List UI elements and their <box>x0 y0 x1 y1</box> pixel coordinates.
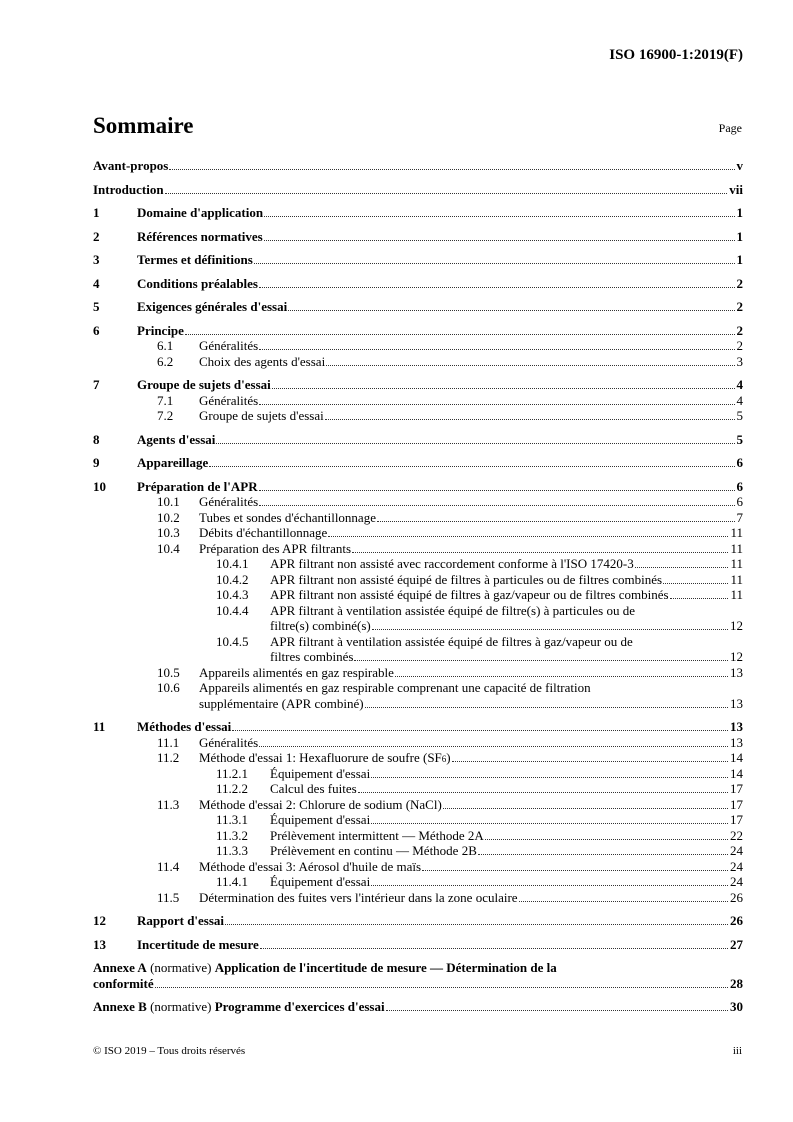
dot-leader <box>272 388 735 389</box>
entry-title: Méthode d'essai 2: Chlorure de sodium (NaCl) <box>199 796 442 812</box>
dot-leader <box>358 792 728 793</box>
page-ref: 12 <box>730 618 743 633</box>
toc-entry[interactable] <box>93 680 743 711</box>
dot-leader <box>371 885 728 886</box>
section-number: 13 <box>93 936 106 952</box>
section-number: 10.4.5 <box>216 633 249 649</box>
entry-title: Méthodes d'essai <box>137 719 232 734</box>
toc-line <box>93 603 743 619</box>
dot-leader <box>670 598 729 599</box>
page-ref: 13 <box>730 719 743 734</box>
entry-title: Généralités <box>199 392 259 408</box>
toc-line <box>93 766 743 782</box>
toc-line <box>93 432 743 448</box>
section-number: 4 <box>93 275 100 291</box>
entry-title: APR filtrant non assisté avec raccordement conforme à l'ISO 17420-3 <box>270 556 634 571</box>
section-number: 11.2 <box>157 750 180 765</box>
page-ref: 1 <box>736 228 743 244</box>
page-ref: vii <box>729 181 743 197</box>
page-ref: 11 <box>730 556 743 571</box>
section-number: 11.5 <box>157 889 180 905</box>
section-number: 11.3.3 <box>216 843 249 858</box>
toc-entry[interactable] <box>93 393 743 409</box>
page-ref: 28 <box>730 975 743 991</box>
page-ref: 13 <box>730 695 743 711</box>
toc-entry[interactable] <box>93 299 743 315</box>
section-number: 11.3.2 <box>216 827 249 843</box>
toc-entry[interactable] <box>93 158 743 174</box>
entry-title-end: ) <box>446 750 451 765</box>
dot-leader <box>165 193 728 194</box>
entry-title: Préparation des APR filtrants <box>199 540 352 556</box>
entry-title: Références normatives <box>137 228 263 244</box>
page-ref: 6 <box>736 455 743 470</box>
section-number: 7.1 <box>157 392 174 408</box>
section-number: 10.6 <box>157 680 180 695</box>
toc-entry[interactable] <box>93 843 743 859</box>
dot-leader <box>519 901 728 902</box>
toc-line <box>93 913 743 929</box>
toc-line <box>93 843 743 859</box>
page-ref: 11 <box>730 540 743 556</box>
toc-entry[interactable] <box>93 541 743 557</box>
dot-leader <box>264 240 735 241</box>
entry-title: APR filtrant non assisté équipé de filtres à particules ou de filtres combinés <box>270 571 663 587</box>
toc-entry[interactable] <box>93 525 743 541</box>
page-ref: 2 <box>736 338 743 353</box>
section-number: 10.5 <box>157 664 180 680</box>
dot-leader <box>254 263 735 264</box>
toc-entry[interactable] <box>93 377 743 393</box>
page-ref: 1 <box>736 205 743 220</box>
entry-title-continued: conformité <box>93 975 154 991</box>
section-number: 10.4.4 <box>216 602 249 618</box>
entry-title: Conditions préalables <box>137 275 258 291</box>
dot-leader <box>260 948 728 949</box>
entry-title-continued: filtre(s) combiné(s) <box>270 618 371 633</box>
section-number: 10.4.3 <box>216 587 249 602</box>
toc-line <box>93 587 743 603</box>
entry-title: Généralités <box>199 734 259 750</box>
toc-entry[interactable] <box>93 859 743 875</box>
toc-entry[interactable] <box>93 494 743 510</box>
toc-entry[interactable] <box>93 354 743 370</box>
dot-leader <box>422 870 728 871</box>
dot-leader <box>209 466 734 467</box>
toc-entry[interactable] <box>93 205 743 221</box>
toc-line <box>93 890 743 906</box>
section-number: 7.2 <box>157 408 174 423</box>
dot-leader <box>354 660 728 661</box>
dot-leader <box>259 490 735 491</box>
toc-line-continued <box>93 696 743 712</box>
toc-entry[interactable] <box>93 937 743 953</box>
page-ref: 3 <box>736 353 743 369</box>
section-number: 6 <box>93 322 100 338</box>
section-number: 6.2 <box>157 353 174 369</box>
dot-leader <box>485 839 728 840</box>
section-number: 3 <box>93 252 100 267</box>
toc-line <box>93 797 743 813</box>
toc-entry[interactable] <box>93 229 743 245</box>
page-ref: 22 <box>730 827 743 843</box>
section-number: 10.4 <box>157 540 180 556</box>
page-ref: 17 <box>730 781 743 796</box>
section-number: 11.4.1 <box>216 874 249 889</box>
entry-title: Méthode d'essai 3: Aérosol d'huile de maïs <box>199 858 422 874</box>
section-number: 11.3 <box>157 796 180 812</box>
dot-leader <box>395 676 728 677</box>
dot-leader <box>169 169 734 170</box>
toc-entry[interactable] <box>93 182 743 198</box>
entry-title: Avant-propos <box>93 158 169 173</box>
toc-line <box>93 541 743 557</box>
toc-entry[interactable] <box>93 455 743 471</box>
toc-entry[interactable] <box>93 874 743 890</box>
section-number: 10.4.1 <box>216 556 249 571</box>
page-ref: 11 <box>730 525 743 540</box>
dot-leader <box>365 707 728 708</box>
section-number: 9 <box>93 455 100 470</box>
toc-line <box>93 377 743 393</box>
dot-leader <box>372 629 728 630</box>
section-number: 11.2.2 <box>216 781 249 796</box>
page-column-label: Page <box>718 121 742 135</box>
toc-entry[interactable] <box>93 556 743 572</box>
toc-entry[interactable] <box>93 999 743 1015</box>
dot-leader <box>443 808 728 809</box>
toc-line <box>93 323 743 339</box>
dot-leader <box>259 404 734 405</box>
document-id: ISO 16900-1:2019(F) <box>609 47 743 63</box>
toc-line <box>93 665 743 681</box>
toc-line <box>93 781 743 797</box>
entry-title: Choix des agents d'essai <box>199 353 326 369</box>
entry-title: Généralités <box>199 338 259 353</box>
page-ref: 7 <box>736 509 743 525</box>
toc-line <box>93 634 743 650</box>
toc-line <box>93 494 743 510</box>
section-number: 11.4 <box>157 858 180 874</box>
entry-title: Prélèvement en continu — Méthode 2B <box>270 843 477 858</box>
section-number: 11 <box>93 719 106 734</box>
toc-line <box>93 735 743 751</box>
toc-line <box>93 828 743 844</box>
page-ref: 4 <box>736 377 743 392</box>
entry-title: Débits d'échantillonnage <box>199 525 328 540</box>
entry-title: Prélèvement intermittent — Méthode 2A <box>270 827 484 843</box>
toc-entry[interactable] <box>93 338 743 354</box>
section-number: 12 <box>93 913 106 928</box>
dot-leader <box>259 746 728 747</box>
entry-title: Agents d'essai <box>137 431 216 447</box>
dot-leader <box>371 823 728 824</box>
page-title: Sommaire <box>93 113 194 138</box>
toc-line <box>93 525 743 541</box>
entry-title: Méthode d'essai 1: Hexafluorure de soufre (SF <box>199 750 442 765</box>
dot-leader <box>478 854 728 855</box>
entry-title: Exigences générales d'essai <box>137 299 288 314</box>
section-number: 10.3 <box>157 525 180 540</box>
entry-title: Généralités <box>199 494 259 509</box>
dot-leader <box>452 761 728 762</box>
section-number: 10 <box>93 478 106 494</box>
toc-line <box>93 252 743 268</box>
section-number: 11.2.1 <box>216 765 249 781</box>
toc-entry[interactable] <box>93 634 743 665</box>
entry-title: Incertitude de mesure <box>137 936 259 952</box>
toc-line <box>93 960 743 976</box>
page-ref: 24 <box>730 874 743 889</box>
toc-line <box>93 455 743 471</box>
dot-leader <box>259 287 735 288</box>
toc-entry[interactable] <box>93 735 743 751</box>
toc-entry[interactable] <box>93 890 743 906</box>
page-ref: v <box>736 158 743 173</box>
page-ref: 1 <box>736 252 743 267</box>
page-ref: 17 <box>730 812 743 827</box>
dot-leader <box>259 505 734 506</box>
annex-label: Annexe B <box>93 999 147 1014</box>
toc-line <box>93 719 743 735</box>
section-number: 1 <box>93 205 100 220</box>
toc-line <box>93 556 743 572</box>
section-number: 10.2 <box>157 509 180 525</box>
page-ref: 17 <box>730 796 743 812</box>
page-ref: 4 <box>736 392 743 408</box>
dot-leader <box>264 216 734 217</box>
entry-title: Rapport d'essai <box>137 913 225 928</box>
entry-title: Calcul des fuites <box>270 781 357 796</box>
toc-line <box>93 999 743 1015</box>
toc-line <box>93 393 743 409</box>
toc-entry[interactable] <box>93 960 743 991</box>
toc-entry[interactable] <box>93 479 743 495</box>
page-ref: 27 <box>730 936 743 952</box>
dot-leader <box>232 730 728 731</box>
toc-line <box>93 299 743 315</box>
toc-entry[interactable] <box>93 408 743 424</box>
toc-line <box>93 510 743 526</box>
entry-title: Groupe de sujets d'essai <box>137 377 271 392</box>
dot-leader <box>288 310 734 311</box>
entry-title: Appareils alimentés en gaz respirable comprenant une capacité de filtration <box>199 680 591 695</box>
page-ref: 26 <box>730 913 743 928</box>
toc-line <box>93 479 743 495</box>
page-ref: 6 <box>736 478 743 494</box>
section-number: 8 <box>93 431 100 447</box>
toc-entry[interactable] <box>93 828 743 844</box>
toc-entry[interactable] <box>93 572 743 588</box>
entry-title: Détermination des fuites vers l'intérieur dans la zone oculaire <box>199 889 518 905</box>
toc-line <box>93 354 743 370</box>
page-ref: 5 <box>736 431 743 447</box>
annex-qualifier: (normative) <box>146 999 215 1014</box>
entry-title: Principe <box>137 322 184 338</box>
toc-entry[interactable] <box>93 812 743 828</box>
toc-entry[interactable] <box>93 432 743 448</box>
dot-leader <box>663 583 728 584</box>
page-ref: 14 <box>730 765 743 781</box>
entry-title: Équipement d'essai <box>270 874 371 889</box>
toc-entry[interactable] <box>93 510 743 526</box>
dot-leader <box>155 987 728 988</box>
entry-title: Équipement d'essai <box>270 765 371 781</box>
dot-leader <box>225 924 728 925</box>
page-ref: 2 <box>736 275 743 291</box>
entry-title: Tubes et sondes d'échantillonnage <box>199 509 376 525</box>
section-number: 11.1 <box>157 734 180 750</box>
toc-entry[interactable] <box>93 276 743 292</box>
page-ref: 26 <box>730 889 743 905</box>
table-of-contents <box>93 158 743 1015</box>
page-ref: 11 <box>730 587 743 602</box>
page-ref: 24 <box>730 858 743 874</box>
page-ref: 12 <box>730 649 743 664</box>
entry-title: APR filtrant à ventilation assistée équipé de filtres à gaz/vapeur ou de <box>270 633 633 649</box>
section-number: 11.3.1 <box>216 812 249 827</box>
page-ref: 6 <box>736 494 743 509</box>
entry-title: APR filtrant à ventilation assistée équipé de filtre(s) à particules ou de <box>270 602 635 618</box>
entry-title: APR filtrant non assisté équipé de filtres à gaz/vapeur ou de filtres combinés <box>270 587 669 602</box>
entry-title: Domaine d'application <box>137 205 264 220</box>
section-number: 7 <box>93 377 100 392</box>
entry-title: Introduction <box>93 181 164 197</box>
section-number: 2 <box>93 228 100 244</box>
dot-leader <box>352 552 728 553</box>
entry-title-continued: filtres combinés <box>270 649 354 664</box>
page-ref: 2 <box>736 299 743 314</box>
page-ref: 13 <box>730 664 743 680</box>
toc-line <box>93 937 743 953</box>
toc-line <box>93 874 743 890</box>
page-number: iii <box>732 1045 742 1057</box>
page-ref: 5 <box>736 408 743 423</box>
toc-line-continued <box>93 649 743 665</box>
toc-line <box>93 182 743 198</box>
entry-title: Termes et définitions <box>137 252 253 267</box>
toc-entry[interactable] <box>93 323 743 339</box>
toc-line: 11.2 Méthode d'essai 1: Hexafluorure de soufre (SF 6 ) 14 <box>157 750 743 765</box>
dot-leader <box>259 349 734 350</box>
section-number: 6.1 <box>157 338 174 353</box>
toc-entry[interactable] <box>93 252 743 268</box>
toc-line <box>93 572 743 588</box>
dot-leader <box>371 777 728 778</box>
toc-line-continued <box>93 976 743 992</box>
dot-leader <box>216 443 734 444</box>
page-ref: 14 <box>730 750 743 765</box>
toc-entry[interactable] <box>93 913 743 929</box>
toc-line <box>93 205 743 221</box>
toc-entry[interactable] <box>93 665 743 681</box>
annex-label: Annexe A <box>93 960 147 975</box>
toc-line <box>93 229 743 245</box>
toc-line <box>93 859 743 875</box>
toc-line-continued <box>93 618 743 634</box>
toc-line <box>93 276 743 292</box>
toc-entry[interactable] <box>93 750 743 766</box>
entry-title: Application de l'incertitude de mesure — Détermination de la <box>214 960 557 975</box>
entry-title: Appareils alimentés en gaz respirable <box>199 664 394 680</box>
annex-qualifier: (normative) <box>146 960 215 975</box>
entry-title: Appareillage <box>137 455 209 470</box>
dot-leader <box>325 419 735 420</box>
dot-leader <box>328 536 728 537</box>
toc-entry[interactable] <box>93 781 743 797</box>
toc-line <box>93 680 743 696</box>
toc-line <box>93 408 743 424</box>
toc-entry[interactable] <box>93 603 743 634</box>
toc-entry[interactable] <box>93 797 743 813</box>
entry-title-continued: supplémentaire (APR combiné) <box>199 695 364 711</box>
page-ref: 2 <box>736 322 743 338</box>
toc-entry[interactable] <box>93 587 743 603</box>
copyright: © ISO 2019 – Tous droits réservés <box>93 1045 246 1057</box>
dot-leader <box>185 334 735 335</box>
section-number: 10.4.2 <box>216 571 249 587</box>
page-ref: 11 <box>730 571 743 587</box>
toc-entry[interactable] <box>93 766 743 782</box>
entry-title: Programme d'exercices d'essai <box>214 999 385 1014</box>
dot-leader <box>386 1010 728 1011</box>
dot-leader <box>326 365 734 366</box>
dot-leader <box>635 567 729 568</box>
page-ref: 13 <box>730 734 743 750</box>
toc-line <box>93 812 743 828</box>
entry-title: Groupe de sujets d'essai <box>199 408 324 423</box>
section-number: 5 <box>93 299 100 314</box>
entry-title: Équipement d'essai <box>270 812 371 827</box>
toc-entry[interactable] <box>93 719 743 735</box>
page-ref: 24 <box>730 843 743 858</box>
entry-title: Préparation de l'APR <box>137 478 258 494</box>
toc-line <box>93 338 743 354</box>
toc-line <box>93 158 743 174</box>
dot-leader <box>377 521 735 522</box>
section-number: 10.1 <box>157 494 180 509</box>
page-ref: 30 <box>730 999 743 1014</box>
